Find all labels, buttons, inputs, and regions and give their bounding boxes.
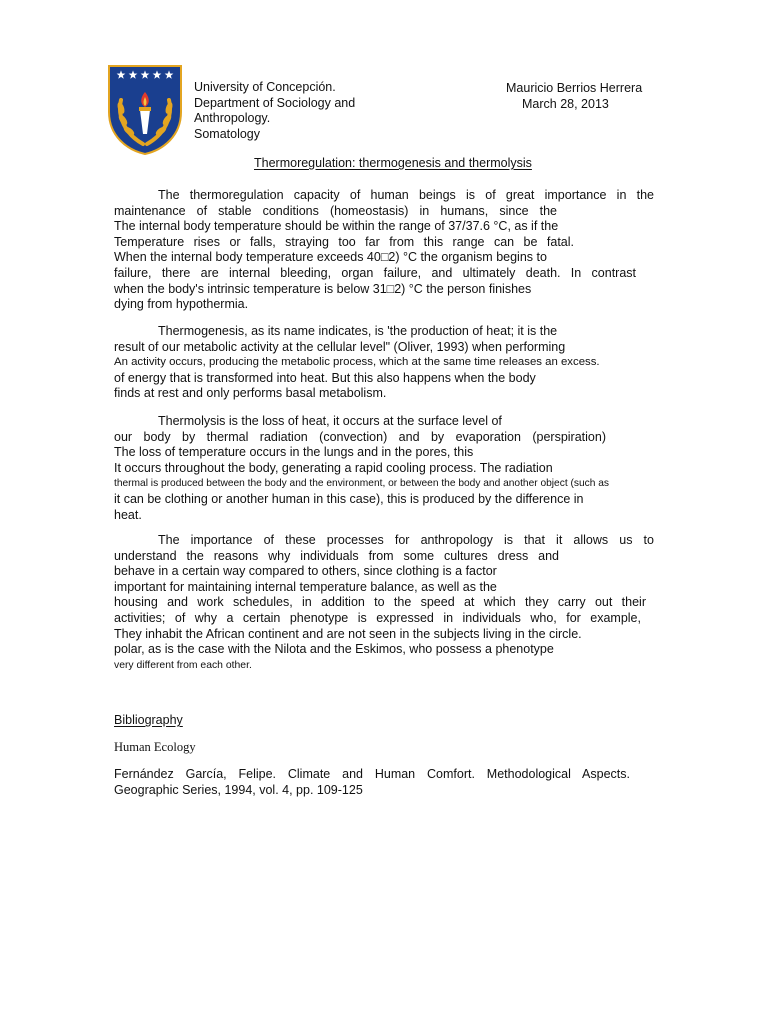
text-line: Geographic Series, 1994, vol. 4, pp. 109-125: [114, 782, 363, 797]
text-line: result of our metabolic activity at the cellular level" (Oliver, 1993) when performing: [114, 339, 566, 354]
text-line: maintenance of stable conditions (homeostasis) in humans, since the: [114, 203, 557, 218]
paragraph-thermogenesis: [114, 324, 654, 402]
text-line: Temperature rises or falls, straying too far from this range can be fatal.: [114, 234, 574, 249]
text-line: The thermoregulation capacity of human beings is of great importance in the: [158, 188, 654, 202]
paragraph-thermoregulation: [114, 188, 654, 313]
text-line: Thermogenesis, as its name indicates, is 'the production of heat; it is the: [158, 324, 558, 338]
document-title: Thermoregulation: thermogenesis and thermolysis: [254, 156, 532, 170]
text-line: Thermolysis is the loss of heat, it occurs at the surface level of: [158, 414, 502, 428]
author-name: Mauricio Berrios Herrera: [506, 81, 643, 95]
text-line: The importance of these processes for anthropology is that it allows us to: [158, 533, 654, 547]
text-line: important for maintaining internal temperature balance, as well as the: [114, 579, 497, 594]
author-block: [506, 81, 642, 112]
bibliography-heading: Bibliography: [114, 713, 183, 727]
text-line: When the internal body temperature exceeds 40□2) °C the organism begins to: [114, 250, 547, 265]
university-crest-logo: [107, 64, 183, 156]
text-line: failure, there are internal bleeding, organ failure, and ultimately death. In contrast: [114, 265, 636, 280]
text-line: behave in a certain way compared to others, since clothing is a factor: [114, 564, 497, 579]
text-line: housing and work schedules, in addition to the speed at which they carry out their: [114, 595, 646, 610]
bibliography-entry: [114, 767, 634, 798]
paragraph-anthropology: [114, 533, 654, 673]
text-line: of energy that is transformed into heat. But this also happens when the body: [114, 370, 536, 385]
text-line: The internal body temperature should be within the range of 37/37.6 °C, as if the: [114, 219, 559, 234]
text-line: thermal is produced between the body and the environment, or between the body and another object (such as: [114, 478, 609, 490]
text-line: understand the reasons why individuals from some cultures dress and: [114, 548, 559, 563]
text-line: it can be clothing or another human in this case), this is produced by the difference in: [114, 491, 584, 506]
text-line: very different from each other.: [114, 659, 252, 671]
text-line: finds at rest and only performs basal metabolism.: [114, 386, 387, 401]
text-line: The loss of temperature occurs in the lungs and in the pores, this: [114, 445, 474, 460]
text-line: An activity occurs, producing the metabolic process, which at the same time releases an excess.: [114, 356, 600, 369]
text-line: heat.: [114, 507, 142, 522]
text-line: activities; of why a certain phenotype is expressed in individuals who, for example,: [114, 610, 641, 625]
paragraph-thermolysis: [114, 414, 654, 523]
document-date: March 28, 2013: [522, 96, 609, 111]
text-line: dying from hypothermia.: [114, 297, 249, 312]
text-line: polar, as is the case with the Nilota and the Eskimos, who possess a phenotype: [114, 642, 554, 657]
text-line: Fernández García, Felipe. Climate and Human Comfort. Methodological Aspects.: [114, 767, 630, 781]
text-line: when the body's intrinsic temperature is below 31□2) °C the person finishes: [114, 281, 532, 296]
institution-line: Somatology: [194, 126, 261, 141]
institution-line: University of Concepción.: [194, 80, 336, 94]
institution-line: Anthropology.: [194, 111, 271, 125]
institution-line: Department of Sociology and: [194, 95, 356, 110]
text-line: It occurs throughout the body, generating a rapid cooling process. The radiation: [114, 460, 553, 475]
bibliography-subheading: Human Ecology: [114, 740, 196, 754]
text-line: They inhabit the African continent and are not seen in the subjects living in the circle.: [114, 626, 582, 641]
institution-block: [194, 80, 355, 142]
text-line: our body by thermal radiation (convection) and by evaporation (perspiration): [114, 429, 606, 444]
